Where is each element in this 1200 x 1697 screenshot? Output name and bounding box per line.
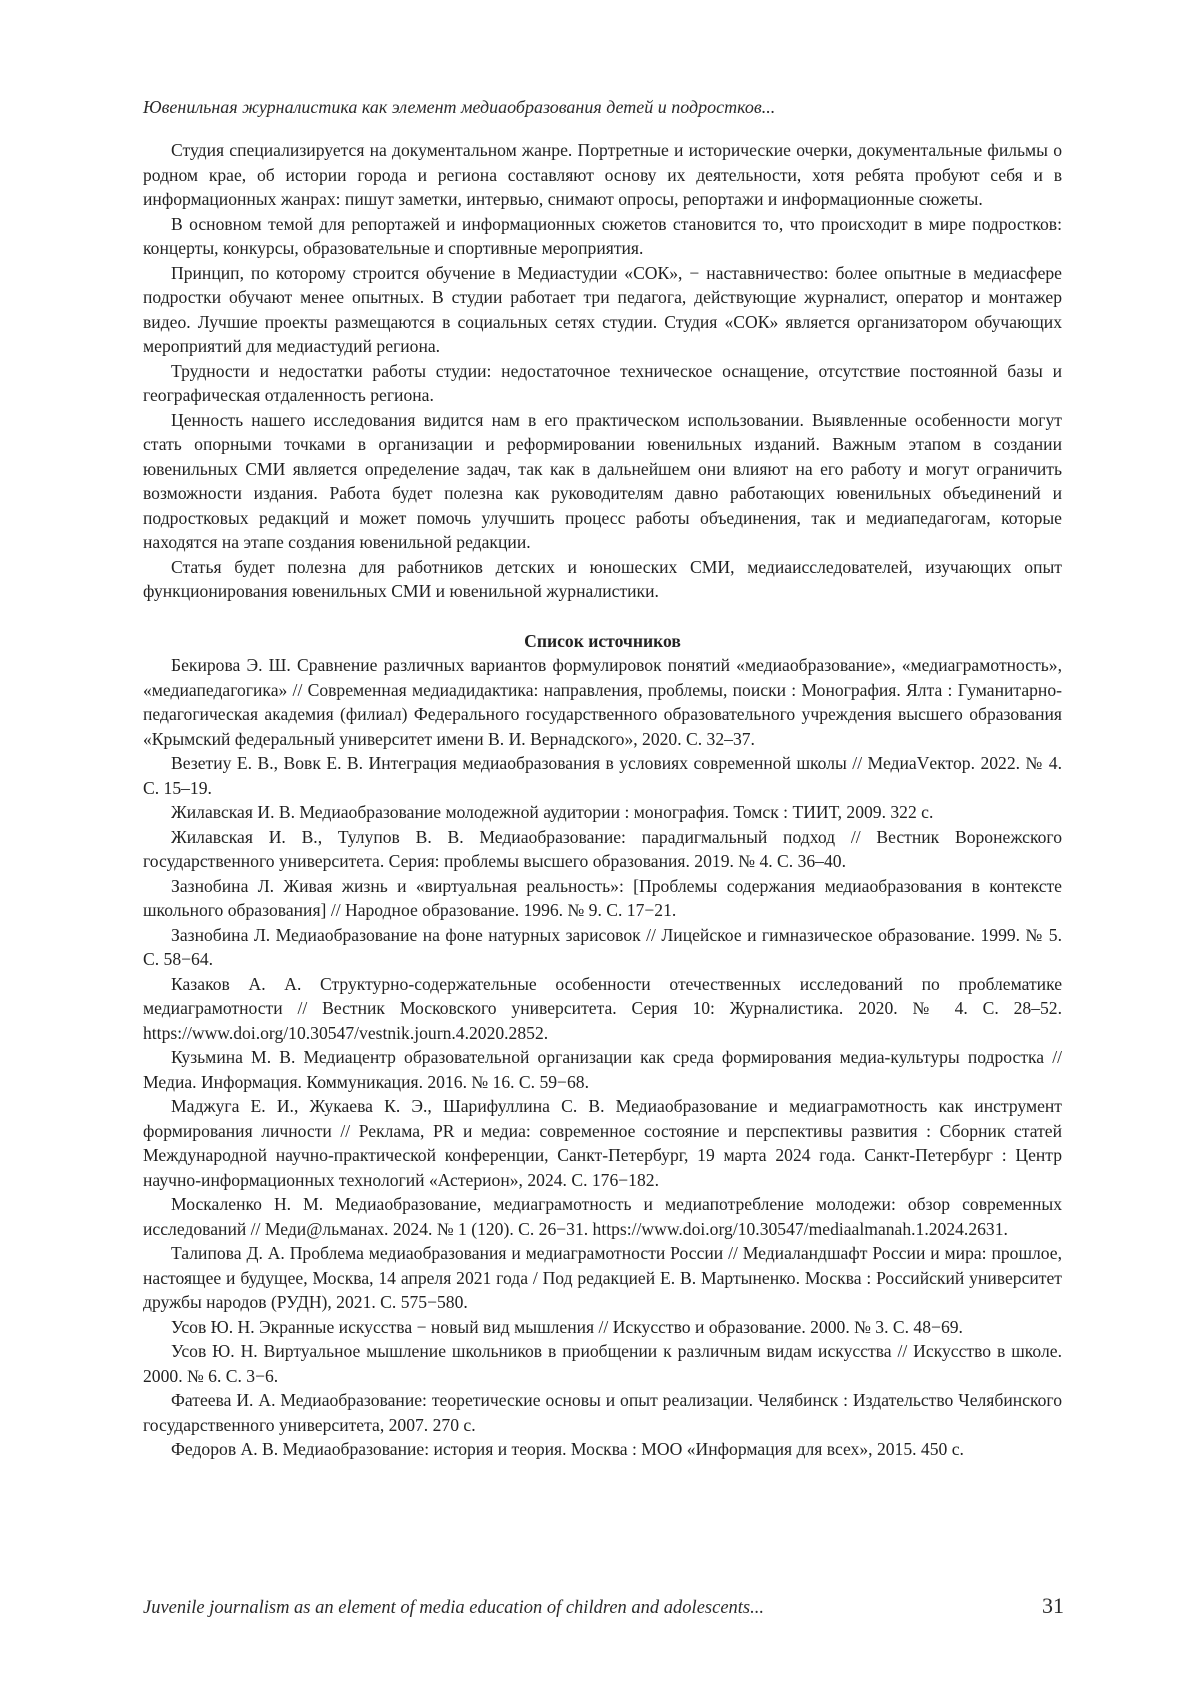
body-paragraph: Студия специализируется на документальном жанре. Портретные и исторические очерки, документальные фильмы о родном крае, об истории города и региона составляют основу их деятельности, хотя ребята пробуют себя и в информационных жанрах: пишут заметки, интервью, снимают опросы, репортажи и информационные сюжеты. [143, 140, 1062, 209]
reference-item: Москаленко Н. М. Медиаобразование, медиаграмотность и медиапотребление молодежи: обзор современных исследований // Меди@льманах. 2024. № 1 (120). С. 26−31. https://www.doi.org/10.30547/mediaalmanah.1.2024.2631. [143, 1194, 1062, 1239]
body-paragraph: В основном темой для репортажей и информационных сюжетов становится то, что происходит в мире подростков: концерты, конкурсы, образовательные и спортивные мероприятия. [143, 213, 1062, 258]
reference-item: Усов Ю. Н. Виртуальное мышление школьников в приобщении к различным видам искусства // Искусство в школе. 2000. № 6. С. 3−6. [143, 1341, 1062, 1386]
reference-item: Кузьмина М. В. Медиацентр образовательной организации как среда формирования медиа-культуры подростка // Медиа. Информация. Коммуникация. 2016. № 16. С. 59−68. [143, 1047, 1062, 1092]
reference-item: Федоров А. В. Медиаобразование: история и теория. Москва : МОО «Информация для всех», 2015. 450 с. [171, 1439, 964, 1459]
reference-item: Усов Ю. Н. Экранные искусства − новый вид мышления // Искусство и образование. 2000. № 3. С. 48−69. [171, 1316, 963, 1337]
body-paragraph: Статья будет полезна для работников детских и юношеских СМИ, медиаисследователей, изучающих опыт функционирования ювенильных СМИ и ювенильной журналистики. [143, 556, 1062, 601]
reference-item: Жилавская И. В. Медиаобразование молодежной аудитории : монография. Томск : ТИИТ, 2009. 322 с. [171, 802, 934, 822]
running-header: Ювенильная журналистика как элемент медиаобразования детей и подростков... [143, 97, 776, 117]
reference-item: Казаков А. А. Структурно-содержательные особенности отечественных исследований по проблематике медиаграмотности // Вестник Московского университета. Серия 10: Журналистика. 2020. № 4. С. 28–52. https://www.doi.org/10.30547/vestnik.journ.4.2020.2852. [143, 973, 1062, 1043]
reference-item: Талипова Д. А. Проблема медиаобразования и медиаграмотности России // Медиаландшафт России и мира: прошлое, настоящее и будущее, Москва, 14 апреля 2021 года / Под редакцией Е. В. Мартыненко. Москва : Российский университет дружбы народов (РУДН), 2021. С. 575−580. [143, 1243, 1062, 1312]
reference-item: Маджуга Е. И., Жукаева К. Э., Шарифуллина С. В. Медиаобразование и медиаграмотность как инструмент формирования личности // Реклама, PR и медиа: современное состояние и перспективы развития : Сборник статей Международной научно-практической конференции, Санкт-Петербург, 19 марта 2024 года. Санкт-Петербург : Центр научно-информационных технологий «Астерион», 2024. С. 176−182. [143, 1096, 1062, 1190]
body-paragraph: Ценность нашего исследования видится нам в его практическом использовании. Выявленные особенности могут стать опорными точками в организации и реформировании ювенильных изданий. Важным этапом в создании ювенильных СМИ является определение задач, так как в дальнейшем они влияют на его работу и могут ограничить возможности издания. Работа будет полезна как руководителям давно работающих ювенильных объединений и подростковых редакций и может помочь улучшить процесс работы объединения, так и медиапедагогам, которые находятся на этапе создания ювенильной редакции. [143, 409, 1062, 552]
article-body [143, 138, 1062, 1462]
running-footer: Juvenile journalism as an element of media education of children and adolescents... [143, 1598, 764, 1618]
body-paragraph: Принцип, по которому строится обучение в Медиастудии «СОК», − наставничество: более опытные в медиасфере подростки обучают менее опытных. В студии работает три педагога, действующие журналист, оператор и монтажер видео. Лучшие проекты размещаются в социальных сетях студии. Студия «СОК» является организатором обучающих мероприятий для медиастудий региона. [143, 262, 1062, 356]
reference-item: Везетиу Е. В., Вовк Е. В. Интеграция медиаобразования в условиях современной школы // МедиаVектор. 2022. № 4. С. 15–19. [143, 753, 1062, 798]
references-heading: Список источников [524, 630, 681, 651]
reference-item: Зазнобина Л. Живая жизнь и «виртуальная реальность»: [Проблемы содержания медиаобразования в контексте школьного образования] // Народное образование. 1996. № 9. С. 17−21. [143, 875, 1062, 920]
reference-item: Жилавская И. В., Тулупов В. В. Медиаобразование: парадигмальный подход // Вестник Воронежского государственного университета. Серия: проблемы высшего образования. 2019. № 4. С. 36–40. [143, 826, 1062, 871]
reference-item: Зазнобина Л. Медиаобразование на фоне натурных зарисовок // Лицейское и гимназическое образование. 1999. № 5. С. 58−64. [143, 924, 1062, 969]
body-paragraph: Трудности и недостатки работы студии: недостаточное техническое оснащение, отсутствие постоянной базы и географическая отдаленность региона. [143, 360, 1062, 405]
page-number: 31 [1042, 1593, 1064, 1618]
reference-item: Бекирова Э. Ш. Сравнение различных вариантов формулировок понятий «медиаобразование», «медиаграмотность», «медиапедагогика» // Современная медиадидактика: направления, проблемы, поиски : Монография. Ялта : Гуманитарно-педагогическая академия (филиал) Федерального государственного образовательного учреждения высшего образования «Крымский федеральный университет имени В. И. Вернадского», 2020. С. 32–37. [143, 655, 1062, 749]
reference-item: Фатеева И. А. Медиаобразование: теоретические основы и опыт реализации. Челябинск : Издательство Челябинского государственного университета, 2007. 270 с. [143, 1390, 1062, 1435]
references-list [143, 653, 1062, 1462]
